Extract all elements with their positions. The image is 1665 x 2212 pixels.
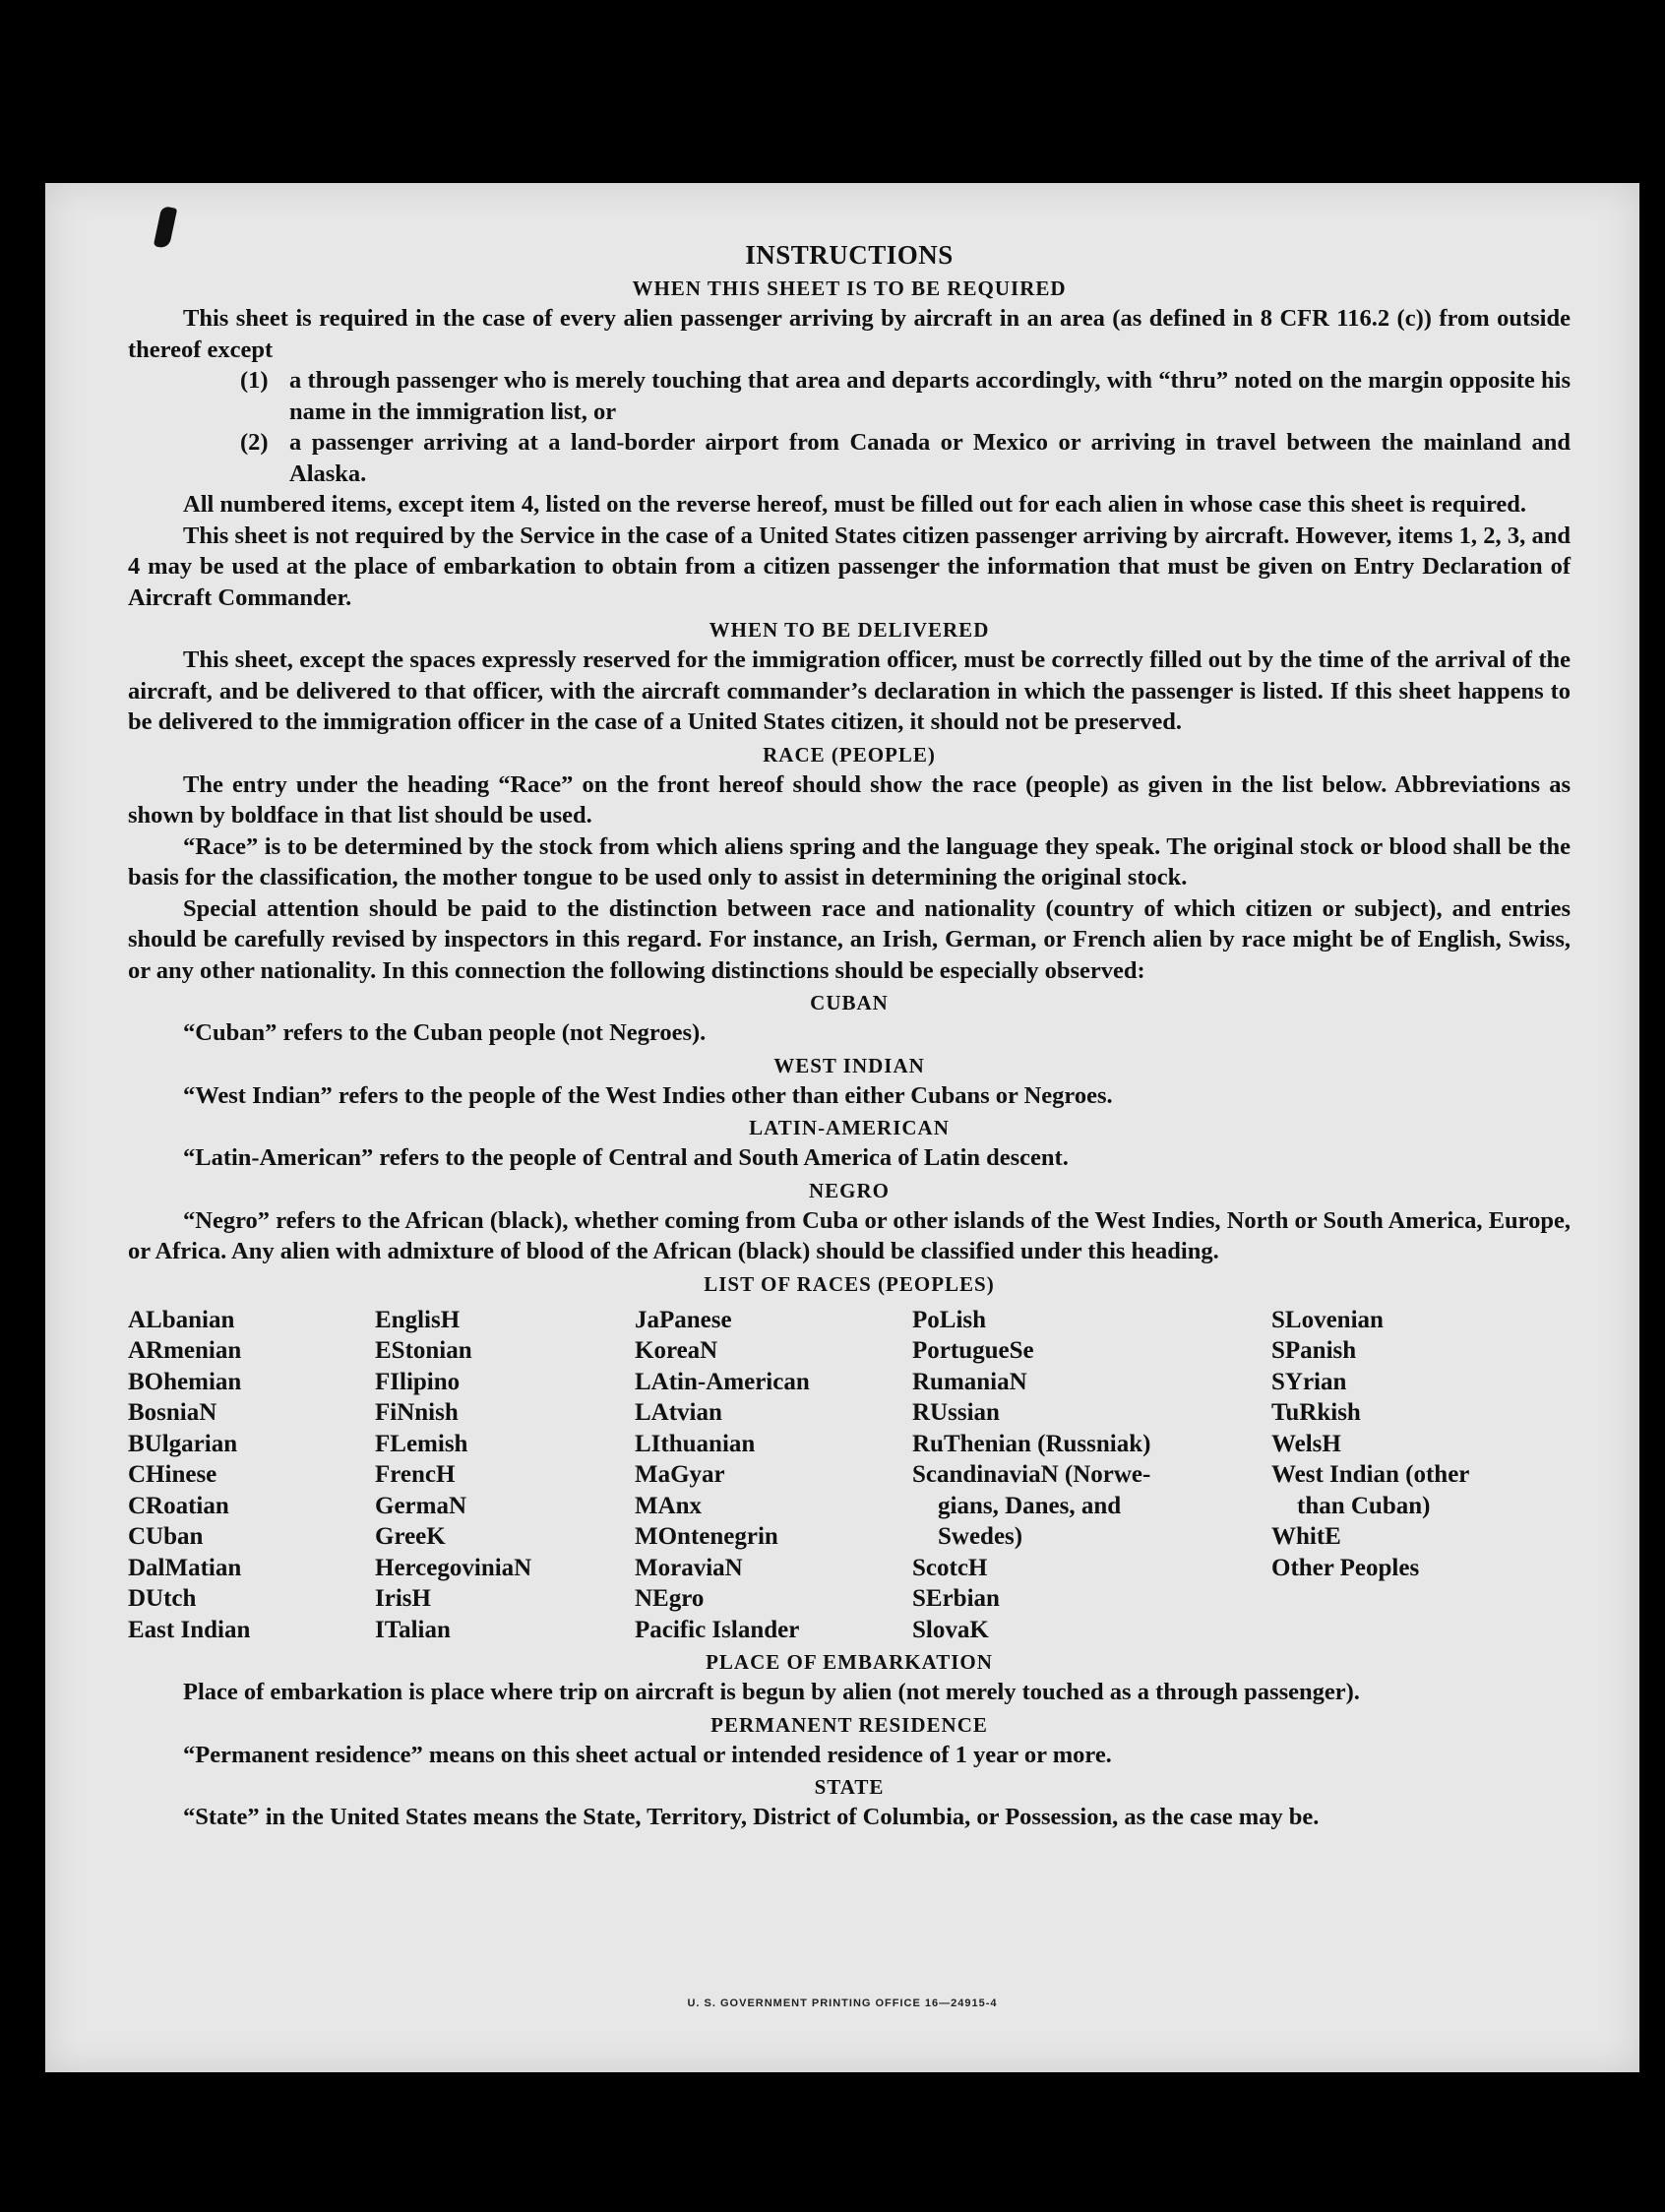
paragraph: “Race” is to be determined by the stock from which aliens spring and the language they speak. The original stock or blood shall be the basis for the classification, the mother tongue to be used only to assist in determining the original stock. xyxy=(128,832,1571,891)
races-table xyxy=(128,1305,1571,1646)
item-text: a passenger arriving at a land-border airport from Canada or Mexico or arriving in travel between the mainland and Alaska. xyxy=(289,429,1571,487)
paragraph: This sheet is required in the case of every alien passenger arriving by aircraft in an area (as defined in 8 CFR 116.2 (c)) from outside thereof except xyxy=(128,305,1571,363)
paragraph: All numbered items, except item 4, listed on the reverse hereof, must be filled out for each alien in whose case this sheet is required. xyxy=(183,491,1527,518)
races-column-1 xyxy=(128,1305,375,1646)
race-entry: JaPanese xyxy=(635,1306,732,1333)
race-entry: Pacific Islander xyxy=(635,1616,800,1643)
heading-west-indian: WEST INDIAN xyxy=(773,1053,925,1077)
race-entry: ScandinaviaN (Norwe- xyxy=(912,1461,1151,1488)
heading-embarkation: PLACE OF EMBARKATION xyxy=(706,1650,993,1674)
race-entry: LIthuanian xyxy=(635,1430,756,1457)
list-item xyxy=(128,427,1571,489)
race-entry-continued: gians, Danes, and xyxy=(938,1492,1122,1519)
race-entry: GreeK xyxy=(375,1523,446,1550)
item-number: (2) xyxy=(240,429,269,456)
race-entry: SPanish xyxy=(1271,1337,1357,1364)
races-column-2 xyxy=(375,1305,635,1646)
race-entry: Other Peoples xyxy=(1271,1554,1420,1581)
race-entry: CUban xyxy=(128,1523,204,1550)
race-entry: BOhemian xyxy=(128,1368,242,1395)
heading-cuban: CUBAN xyxy=(810,991,889,1014)
item-number: (1) xyxy=(240,367,269,394)
race-entry: RumaniaN xyxy=(912,1368,1027,1395)
race-entry: NEgro xyxy=(635,1585,705,1612)
page-title: INSTRUCTIONS xyxy=(745,240,954,270)
race-entry-continued: Swedes) xyxy=(938,1523,1023,1550)
race-entry: KoreaN xyxy=(635,1337,718,1364)
paragraph: “Negro” refers to the African (black), whether coming from Cuba or other islands of the West Indies, North or South America, Europe, or Africa. Any alien with admixture of blood of the African (black) should be classified under this heading. xyxy=(128,1206,1571,1264)
heading-race: RACE (PEOPLE) xyxy=(763,742,936,767)
race-entry: SLovenian xyxy=(1271,1306,1384,1333)
race-entry: TuRkish xyxy=(1271,1399,1361,1426)
race-entry: EnglisH xyxy=(375,1306,461,1333)
heading-when-required: WHEN THIS SHEET IS TO BE REQUIRED xyxy=(632,276,1067,300)
race-entry: MOntenegrin xyxy=(635,1523,778,1550)
paragraph: “State” in the United States means the State, Territory, District of Columbia, or Possession, as the case may be. xyxy=(183,1804,1320,1830)
heading-permanent-residence: PERMANENT RESIDENCE xyxy=(710,1712,988,1737)
paragraph: The entry under the heading “Race” on the front hereof should show the race (people) as given in the list below. Abbreviations as shown by boldface in that list should be used. xyxy=(128,770,1571,829)
race-entry: DalMatian xyxy=(128,1554,242,1581)
heading-latin-american: LATIN-AMERICAN xyxy=(749,1116,950,1139)
races-column-3 xyxy=(635,1305,912,1646)
heading-when-delivered: WHEN TO BE DELIVERED xyxy=(709,618,990,642)
race-entry: RuThenian (Russniak) xyxy=(912,1430,1151,1457)
race-entry: IrisH xyxy=(375,1585,431,1612)
document-sheet xyxy=(45,183,1639,2072)
race-entry: LAtvian xyxy=(635,1399,722,1426)
race-entry: ALbanian xyxy=(128,1306,235,1333)
paragraph: This sheet, except the spaces expressly reserved for the immigration officer, must be correctly filled out by the time of the arrival of the aircraft, and be delivered to that officer, with the aircraft commander’s declaration in which the passenger is listed. If this sheet happens to be delivered to the immigration officer in the case of a United States citizen, it should not be preserved. xyxy=(128,646,1571,735)
race-entry: BUlgarian xyxy=(128,1430,238,1457)
instructions-body xyxy=(128,238,1571,1833)
paragraph: “West Indian” refers to the people of the West Indies other than either Cubans or Negroes. xyxy=(183,1081,1113,1109)
race-entry: MAnx xyxy=(635,1492,703,1519)
race-entry: WhitE xyxy=(1271,1523,1341,1550)
race-entry: FiNnish xyxy=(375,1399,459,1426)
paragraph: Place of embarkation is place where trip on aircraft is begun by alien (not merely touched as a through passenger). xyxy=(183,1679,1360,1705)
race-entry: GermaN xyxy=(375,1492,467,1519)
race-entry: East Indian xyxy=(128,1616,251,1643)
race-entry: FLemish xyxy=(375,1430,468,1457)
heading-negro: NEGRO xyxy=(808,1178,890,1202)
paragraph: “Permanent residence” means on this sheet actual or intended residence of 1 year or more. xyxy=(183,1741,1112,1768)
races-column-5 xyxy=(1271,1305,1571,1646)
heading-state: STATE xyxy=(814,1775,885,1799)
item-text: a through passenger who is merely touching that area and departs accordingly, with “thru” noted on the margin opposite his name in the immigration list, or xyxy=(289,367,1571,425)
race-entry: PortugueSe xyxy=(912,1337,1034,1364)
race-entry: MoraviaN xyxy=(635,1554,743,1581)
race-entry: BosniaN xyxy=(128,1399,217,1426)
race-entry: DUtch xyxy=(128,1585,197,1612)
race-entry-continued: than Cuban) xyxy=(1297,1492,1431,1519)
race-entry: CRoatian xyxy=(128,1492,229,1519)
race-entry: SlovaK xyxy=(912,1616,989,1643)
printing-office-footer: U. S. GOVERNMENT PRINTING OFFICE 16—24915-4 xyxy=(687,1997,998,2009)
paragraph: “Latin-American” refers to the people of Central and South America of Latin descent. xyxy=(183,1144,1069,1171)
race-entry: ITalian xyxy=(375,1616,451,1643)
race-entry: ARmenian xyxy=(128,1337,242,1364)
race-entry: SYrian xyxy=(1271,1368,1347,1395)
race-entry: West Indian (other xyxy=(1271,1461,1470,1488)
heading-list-of-races: LIST OF RACES (PEOPLES) xyxy=(704,1271,995,1296)
race-entry: FIlipino xyxy=(375,1368,461,1395)
race-entry: LAtin-American xyxy=(635,1368,810,1395)
race-entry: WelsH xyxy=(1271,1430,1341,1457)
race-entry: HercegoviniaN xyxy=(375,1554,532,1581)
race-entry: ScotcH xyxy=(912,1554,988,1581)
race-entry: CHinese xyxy=(128,1461,217,1488)
race-entry: EStonian xyxy=(375,1337,472,1364)
race-entry: FrencH xyxy=(375,1461,456,1488)
list-item xyxy=(128,365,1571,427)
paragraph: “Cuban” refers to the Cuban people (not Negroes). xyxy=(183,1019,707,1046)
race-entry: MaGyar xyxy=(635,1461,725,1488)
paragraph: This sheet is not required by the Service in the case of a United States citizen passenger arriving by aircraft. However, items 1, 2, 3, and 4 may be used at the place of embarkation to obtain from a citizen passenger the information that must be given on Entry Declaration of Aircraft Commander. xyxy=(128,522,1571,611)
race-entry: SErbian xyxy=(912,1585,1000,1612)
races-column-4 xyxy=(912,1305,1271,1646)
race-entry: RUssian xyxy=(912,1399,1000,1426)
paragraph: Special attention should be paid to the distinction between race and nationality (country of which citizen or subject), and entries should be carefully revised by inspectors in this regard. For instance, an Irish, German, or French alien by race might be of English, Swiss, or any other nationality. In this connection the following distinctions should be especially observed: xyxy=(128,894,1571,984)
race-entry: PoLish xyxy=(912,1306,987,1333)
